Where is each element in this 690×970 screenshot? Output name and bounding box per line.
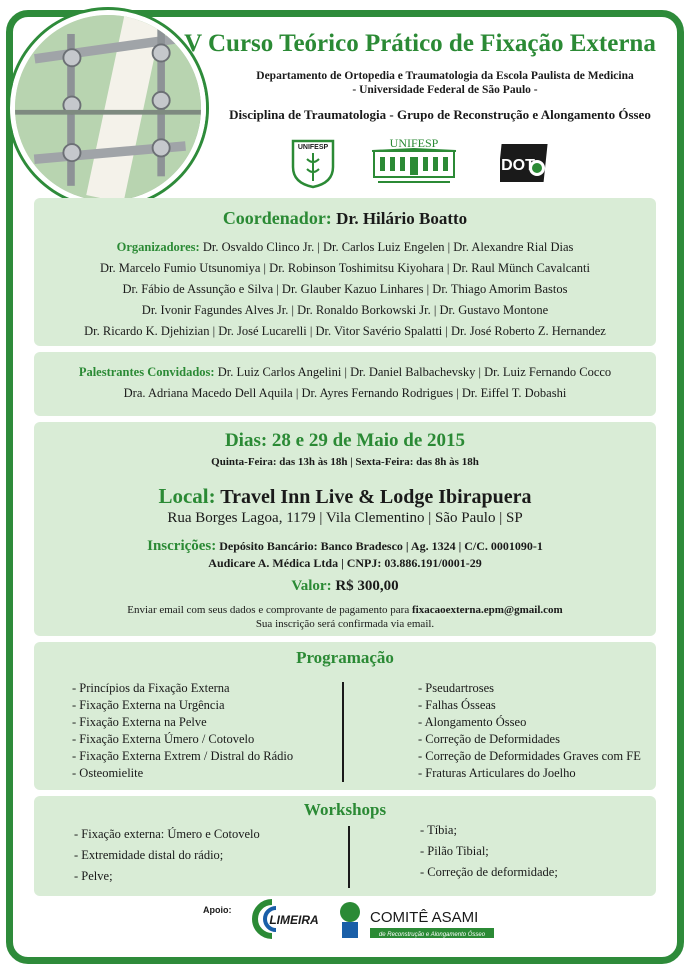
program-divider	[342, 682, 344, 782]
unifesp-shield-logo	[290, 137, 336, 189]
page-title: V Curso Teórico Prático de Fixação Externa	[184, 30, 656, 57]
list-item: - Fixação Externa Extrem / Distral do Rádio	[72, 748, 293, 765]
dot-logo-text: DOT	[501, 157, 535, 174]
list-item: - Tíbia;	[420, 820, 558, 841]
registration-bank: Depósito Bancário: Banco Bradesco | Ag. 1324 | C/C. 0001090-1	[216, 539, 543, 553]
university-line: - Universidade Federal de São Paulo -	[352, 84, 538, 96]
event-location	[34, 484, 656, 509]
list-item: - Pelve;	[74, 866, 260, 887]
program-right-list	[418, 680, 641, 782]
list-item: - Falhas Ósseas	[418, 697, 641, 714]
organizers-panel	[34, 198, 656, 346]
workshops-right-list	[420, 820, 558, 883]
workshops-divider	[348, 826, 350, 888]
speakers-names-1: Dr. Luiz Carlos Angelini | Dr. Daniel Balbachevsky | Dr. Luiz Fernando Cocco	[214, 365, 612, 379]
workshops-left-list	[74, 824, 260, 887]
asami-logo-text: COMITÊ ASAMI	[370, 909, 479, 926]
list-item: - Correção de Deformidades	[418, 731, 641, 748]
unifesp-building-logo	[368, 135, 460, 189]
speakers-label: Palestrantes Convidados:	[78, 365, 215, 379]
shield-logo-text: UNIFESP	[297, 144, 329, 151]
discipline-line: Disciplina de Traumatologia - Grupo de Reconstrução e Alongamento Ósseo	[229, 107, 651, 122]
asami-logo-subtext: de Reconstrução e Alongamento Ósseo	[378, 932, 486, 938]
event-dates: Dias: 28 e 29 de Maio de 2015	[224, 430, 466, 451]
list-item: - Osteomielite	[72, 765, 293, 782]
event-schedule: Quinta-Feira: das 13h às 18h | Sexta-Feira: das 8h às 18h	[211, 456, 479, 468]
organizers-line-3: Dr. Fábio de Assunção e Silva | Dr. Glauber Kazuo Linhares | Dr. Thiago Amorim Bastos	[122, 282, 568, 296]
department-line: Departamento de Ortopedia e Traumatologia da Escola Paulista de Medicina	[256, 70, 634, 82]
list-item: - Pseudartroses	[418, 680, 641, 697]
organizers-label: Organizadores:	[116, 240, 200, 254]
list-item: - Fixação Externa na Pelve	[72, 714, 293, 731]
email-instructions	[34, 604, 656, 616]
limeira-logo-text: LIMEIRA	[269, 913, 319, 927]
coordinator-label: Coordenador:	[222, 208, 332, 228]
list-item: - Fixação externa: Úmero e Cotovelo	[74, 824, 260, 845]
list-item: - Fixação Externa Úmero / Cotovelo	[72, 731, 293, 748]
list-item: - Alongamento Ósseo	[418, 714, 641, 731]
registration-line-1	[34, 538, 656, 555]
email-text: Enviar email com seus dados e comprovante de pagamento para	[127, 604, 412, 616]
list-item: - Fraturas Articulares do Joelho	[418, 765, 641, 782]
building-logo-text: UNIFESP	[389, 136, 439, 150]
list-item: - Correção de Deformidades Graves com FE	[418, 748, 641, 765]
organizers-line-5: Dr. Ricardo K. Djehizian | Dr. José Lucarelli | Dr. Vitor Savério Spalatti | Dr. José Roberto Z. Hernandez	[84, 324, 606, 338]
list-item: - Pilão Tibial;	[420, 841, 558, 862]
location-label: Local:	[158, 484, 216, 508]
price-line	[34, 578, 656, 595]
confirmation-text: Sua inscrição será confirmada via email.	[255, 618, 435, 630]
program-left-list	[72, 680, 293, 782]
program-title: Programação	[296, 648, 394, 667]
limeira-logo	[248, 896, 324, 942]
speakers-line-2: Dra. Adriana Macedo Dell Aquila | Dr. Ayres Fernando Rodrigues | Dr. Eiffel T. Dobashi	[123, 386, 567, 400]
location-name: Travel Inn Live & Lodge Ibirapuera	[215, 486, 532, 508]
price-value: R$ 300,00	[331, 578, 399, 594]
list-item: - Correção de deformidade;	[420, 862, 558, 883]
event-address: Rua Borges Lagoa, 1179 | Vila Clementino | São Paulo | SP	[167, 510, 523, 526]
list-item: - Princípios da Fixação Externa	[72, 680, 293, 697]
price-label: Valor:	[291, 578, 332, 594]
workshops-title: Workshops	[303, 800, 387, 819]
list-item: - Extremidade distal do rádio;	[74, 845, 260, 866]
program-panel	[34, 642, 656, 790]
comite-asami-logo	[336, 898, 496, 942]
organizers-names-1: Dr. Osvaldo Clinco Jr. | Dr. Carlos Luiz Engelen | Dr. Alexandre Rial Dias	[199, 240, 574, 254]
organizers-line-4: Dr. Ivonir Fagundes Alves Jr. | Dr. Ronaldo Borkowski Jr. | Dr. Gustavo Montone	[141, 303, 549, 317]
organizers-line-2: Dr. Marcelo Fumio Utsunomiya | Dr. Robinson Toshimitsu Kiyohara | Dr. Raul Münch Cavalcanti	[100, 261, 590, 275]
support-label: Apoio:	[203, 905, 232, 915]
coordinator-name: Dr. Hilário Boatto	[336, 209, 468, 228]
event-info-panel	[34, 422, 656, 636]
speakers-line-1	[34, 365, 656, 380]
speakers-panel	[34, 352, 656, 416]
email-address[interactable]: fixacaoexterna.epm@gmail.com	[411, 604, 563, 616]
list-item: - Fixação Externa na Urgência	[72, 697, 293, 714]
workshops-panel	[34, 796, 656, 896]
dot-logo	[500, 140, 550, 184]
registration-label: Inscrições:	[147, 538, 217, 554]
coordinator-line	[34, 208, 656, 229]
registration-line-2: Audicare A. Médica Ltda | CNPJ: 03.886.191/0001-29	[208, 556, 482, 570]
organizers-line-1	[34, 240, 656, 255]
